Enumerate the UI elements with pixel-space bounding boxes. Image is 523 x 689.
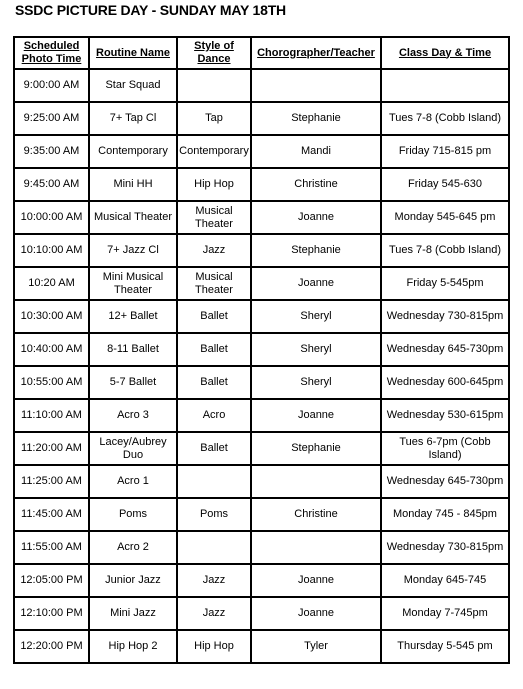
routine-name-cell: 8-11 Ballet: [89, 333, 177, 366]
header-photo-time: Scheduled Photo Time: [14, 37, 89, 69]
photo-time-cell: 11:25:00 AM: [14, 465, 89, 498]
routine-name-cell: 7+ Tap Cl: [89, 102, 177, 135]
page-title: SSDC PICTURE DAY - SUNDAY MAY 18TH: [15, 2, 286, 18]
class-time-cell: Wednesday 730-815pm: [381, 531, 509, 564]
class-time-cell: Tues 6-7pm (Cobb Island): [381, 432, 509, 465]
class-time-cell: Wednesday 600-645pm: [381, 366, 509, 399]
teacher-cell: Joanne: [251, 564, 381, 597]
style-cell: [177, 465, 251, 498]
photo-time-cell: 11:55:00 AM: [14, 531, 89, 564]
photo-time-cell: 11:45:00 AM: [14, 498, 89, 531]
routine-name-cell: Acro 1: [89, 465, 177, 498]
class-time-cell: Monday 745 - 845pm: [381, 498, 509, 531]
photo-time-cell: 10:00:00 AM: [14, 201, 89, 234]
routine-name-cell: Acro 3: [89, 399, 177, 432]
routine-name-cell: 12+ Ballet: [89, 300, 177, 333]
class-time-cell: Wednesday 530-615pm: [381, 399, 509, 432]
routine-name-cell: Lacey/Aubrey Duo: [89, 432, 177, 465]
routine-name-cell: Musical Theater: [89, 201, 177, 234]
style-cell: [177, 531, 251, 564]
table-row: [14, 102, 509, 135]
teacher-cell: Tyler: [251, 630, 381, 663]
routine-name-cell: Star Squad: [89, 69, 177, 102]
class-time-cell: [381, 69, 509, 102]
class-time-cell: Tues 7-8 (Cobb Island): [381, 102, 509, 135]
style-cell: Hip Hop: [177, 168, 251, 201]
schedule-body: [14, 69, 509, 663]
style-cell: Ballet: [177, 366, 251, 399]
routine-name-cell: Poms: [89, 498, 177, 531]
class-time-cell: Monday 545-645 pm: [381, 201, 509, 234]
teacher-cell: Stephanie: [251, 234, 381, 267]
teacher-cell: Christine: [251, 168, 381, 201]
photo-time-cell: 9:45:00 AM: [14, 168, 89, 201]
style-cell: Jazz: [177, 234, 251, 267]
class-time-cell: Monday 7-745pm: [381, 597, 509, 630]
table-row: [14, 201, 509, 234]
table-row: [14, 267, 509, 300]
table-row: [14, 333, 509, 366]
routine-name-cell: Acro 2: [89, 531, 177, 564]
routine-name-cell: Mini HH: [89, 168, 177, 201]
photo-time-cell: 10:20 AM: [14, 267, 89, 300]
photo-time-cell: 11:10:00 AM: [14, 399, 89, 432]
header-row: [14, 37, 509, 69]
style-cell: Ballet: [177, 300, 251, 333]
teacher-cell: [251, 531, 381, 564]
table-row: [14, 399, 509, 432]
header-routine-name: Routine Name: [89, 37, 177, 69]
style-cell: Musical Theater: [177, 267, 251, 300]
table-row: [14, 69, 509, 102]
style-cell: Ballet: [177, 333, 251, 366]
table-row: [14, 531, 509, 564]
class-time-cell: Wednesday 645-730pm: [381, 333, 509, 366]
photo-time-cell: 12:10:00 PM: [14, 597, 89, 630]
table-row: [14, 234, 509, 267]
class-time-cell: Friday 715-815 pm: [381, 135, 509, 168]
style-cell: Tap: [177, 102, 251, 135]
table-row: [14, 168, 509, 201]
routine-name-cell: Mini Jazz: [89, 597, 177, 630]
table-row: [14, 498, 509, 531]
photo-time-cell: 9:35:00 AM: [14, 135, 89, 168]
teacher-cell: Stephanie: [251, 102, 381, 135]
style-cell: Musical Theater: [177, 201, 251, 234]
photo-time-cell: 12:05:00 PM: [14, 564, 89, 597]
style-cell: Jazz: [177, 597, 251, 630]
routine-name-cell: 5-7 Ballet: [89, 366, 177, 399]
teacher-cell: [251, 465, 381, 498]
photo-time-cell: 9:25:00 AM: [14, 102, 89, 135]
schedule-table: [13, 36, 510, 664]
teacher-cell: Sheryl: [251, 300, 381, 333]
teacher-cell: Stephanie: [251, 432, 381, 465]
photo-time-cell: 10:10:00 AM: [14, 234, 89, 267]
table-row: [14, 366, 509, 399]
header-style-of-dance: Style of Dance: [177, 37, 251, 69]
class-time-cell: Tues 7-8 (Cobb Island): [381, 234, 509, 267]
table-row: [14, 432, 509, 465]
class-time-cell: Friday 545-630: [381, 168, 509, 201]
routine-name-cell: Mini Musical Theater: [89, 267, 177, 300]
style-cell: Ballet: [177, 432, 251, 465]
teacher-cell: Christine: [251, 498, 381, 531]
teacher-cell: [251, 69, 381, 102]
teacher-cell: Sheryl: [251, 333, 381, 366]
photo-time-cell: 10:40:00 AM: [14, 333, 89, 366]
table-row: [14, 564, 509, 597]
routine-name-cell: 7+ Jazz Cl: [89, 234, 177, 267]
photo-time-cell: 10:55:00 AM: [14, 366, 89, 399]
photo-time-cell: 10:30:00 AM: [14, 300, 89, 333]
photo-time-cell: 11:20:00 AM: [14, 432, 89, 465]
teacher-cell: Joanne: [251, 201, 381, 234]
style-cell: [177, 69, 251, 102]
photo-time-cell: 9:00:00 AM: [14, 69, 89, 102]
header-teacher: Chorographer/Teacher: [251, 37, 381, 69]
photo-time-cell: 12:20:00 PM: [14, 630, 89, 663]
routine-name-cell: Hip Hop 2: [89, 630, 177, 663]
table-row: [14, 630, 509, 663]
teacher-cell: Joanne: [251, 597, 381, 630]
style-cell: Poms: [177, 498, 251, 531]
style-cell: Jazz: [177, 564, 251, 597]
teacher-cell: Sheryl: [251, 366, 381, 399]
style-cell: Hip Hop: [177, 630, 251, 663]
teacher-cell: Joanne: [251, 267, 381, 300]
class-time-cell: Friday 5-545pm: [381, 267, 509, 300]
header-class-day-time: Class Day & Time: [381, 37, 509, 69]
class-time-cell: Wednesday 730-815pm: [381, 300, 509, 333]
table-row: [14, 135, 509, 168]
routine-name-cell: Junior Jazz: [89, 564, 177, 597]
style-cell: Acro: [177, 399, 251, 432]
routine-name-cell: Contemporary: [89, 135, 177, 168]
style-cell: Contemporary: [177, 135, 251, 168]
table-row: [14, 465, 509, 498]
teacher-cell: Mandi: [251, 135, 381, 168]
class-time-cell: Wednesday 645-730pm: [381, 465, 509, 498]
table-row: [14, 300, 509, 333]
table-row: [14, 597, 509, 630]
teacher-cell: Joanne: [251, 399, 381, 432]
class-time-cell: Monday 645-745: [381, 564, 509, 597]
class-time-cell: Thursday 5-545 pm: [381, 630, 509, 663]
